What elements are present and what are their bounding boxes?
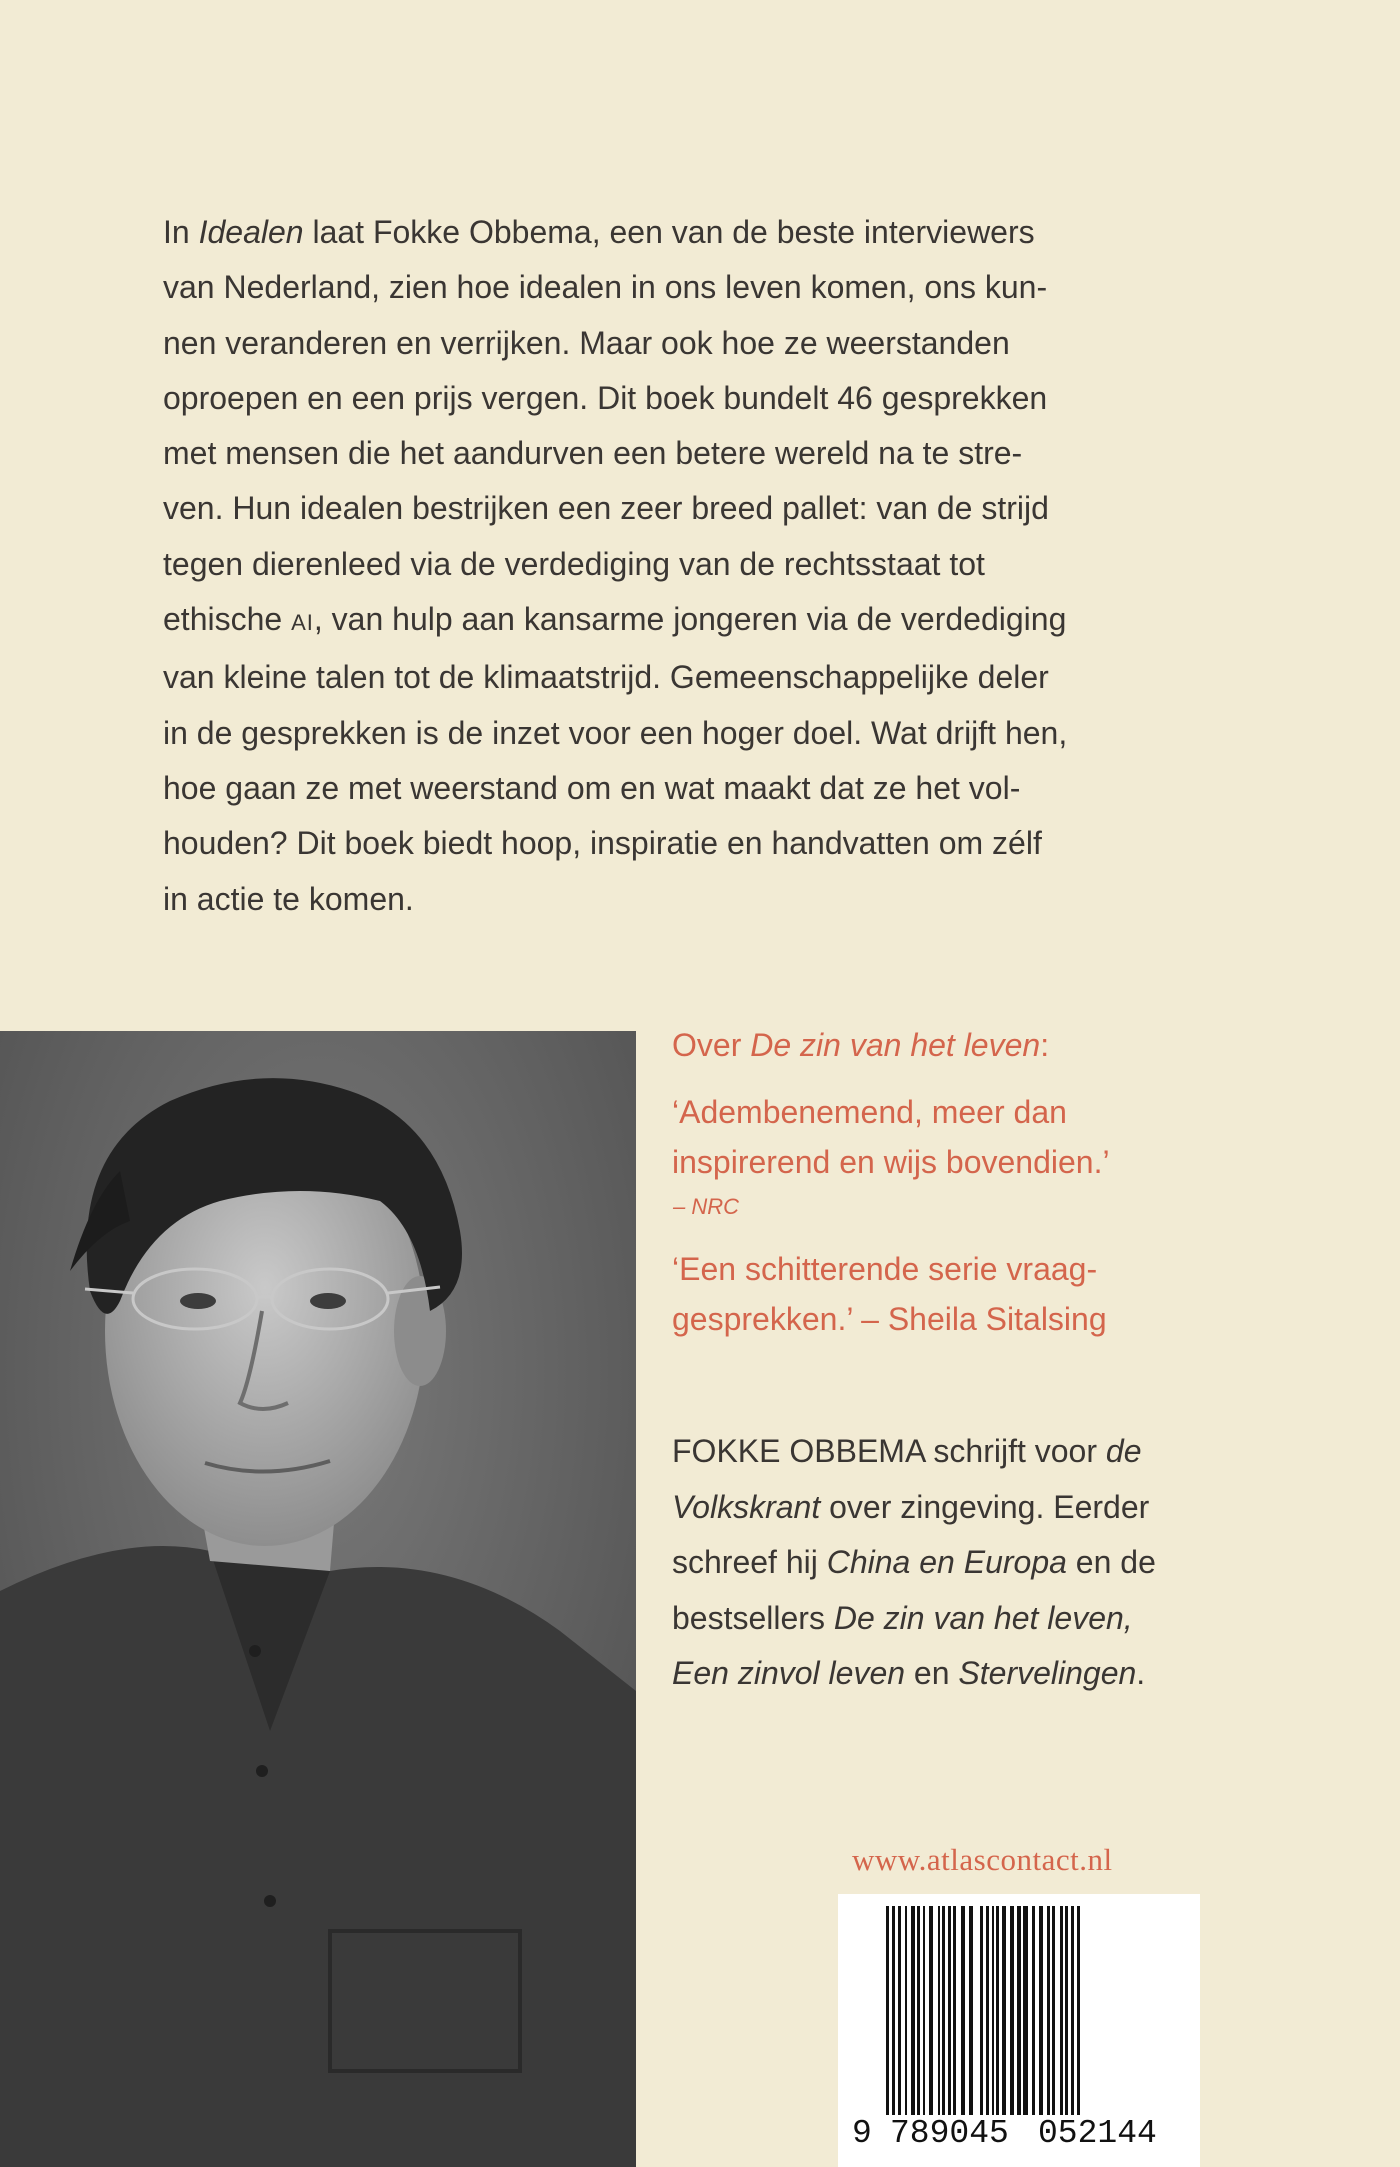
blurb-line: nen veranderen en verrijken. Maar ook hoe ze weerstanden bbox=[163, 324, 1010, 361]
blurb-line: houden? Dit boek biedt hoop, inspiratie en handvatten om zélf bbox=[163, 825, 1042, 862]
barcode-bar bbox=[1017, 1906, 1021, 2118]
barcode-bar bbox=[1065, 1906, 1068, 2118]
barcode-bar bbox=[1047, 1906, 1050, 2118]
barcode-bar bbox=[1039, 1906, 1043, 2118]
barcode-bar bbox=[953, 1906, 956, 2118]
bio-line: bestsellers De zin van het leven, bbox=[672, 1599, 1133, 1636]
barcode-bar bbox=[1010, 1906, 1014, 2118]
bio-line: Volkskrant over zingeving. Eerder bbox=[672, 1488, 1150, 1525]
barcode-bar bbox=[996, 1906, 999, 2118]
author-portrait-illustration bbox=[0, 1031, 636, 2167]
quotes-heading: Over De zin van het leven: bbox=[672, 1027, 1050, 1063]
bio-line: schreef hij China en Europa en de bbox=[672, 1544, 1156, 1580]
review-quotes bbox=[672, 1020, 1312, 1344]
barcode-bar bbox=[917, 1906, 920, 2118]
quote-line: gesprekken.’ – Sheila Sitalsing bbox=[672, 1301, 1107, 1337]
barcode-bar bbox=[905, 1906, 907, 2118]
isbn-barcode bbox=[838, 1894, 1200, 2167]
barcode-bar bbox=[992, 1906, 994, 2118]
blurb-line: van Nederland, zien hoe idealen in ons leven komen, ons kun- bbox=[163, 269, 1048, 306]
barcode-bar bbox=[898, 1906, 901, 2118]
barcode-bar bbox=[1032, 1906, 1035, 2118]
isbn-group-1: 789045 bbox=[890, 2115, 1009, 2152]
isbn-lead-digit: 9 bbox=[852, 2115, 872, 2152]
quote-line: inspirerend en wijs bovendien.’ bbox=[672, 1144, 1110, 1180]
barcode-bar bbox=[938, 1906, 940, 2118]
barcode-bar bbox=[1023, 1906, 1028, 2118]
author-bio bbox=[672, 1424, 1312, 1702]
blurb-line: van kleine talen tot de klimaatstrijd. Gemeenschappelijke deler bbox=[163, 659, 1049, 696]
barcode-bar bbox=[923, 1906, 925, 2118]
quote-line: ‘Een schitterende serie vraag- bbox=[672, 1251, 1098, 1287]
blurb-line: in de gesprekken is de inzet voor een hoger doel. Wat drijft hen, bbox=[163, 714, 1068, 751]
author-photo bbox=[0, 1031, 636, 2167]
barcode-bar bbox=[961, 1906, 965, 2118]
barcode-bar bbox=[929, 1906, 933, 2118]
barcode-bar bbox=[948, 1906, 951, 2118]
isbn-group-2: 052144 bbox=[1038, 2115, 1157, 2152]
barcode-bar bbox=[942, 1906, 945, 2118]
barcode-bar bbox=[911, 1906, 915, 2118]
barcode-bar bbox=[969, 1906, 973, 2118]
blurb-line: in actie te komen. bbox=[163, 880, 414, 917]
bio-line: FOKKE OBBEMA schrijft voor de bbox=[672, 1433, 1142, 1469]
barcode-bar bbox=[1002, 1906, 1006, 2118]
quote-source: – NRC bbox=[673, 1194, 740, 1219]
blurb-line: tegen dierenleed via de verdediging van de rechtsstaat tot bbox=[163, 545, 985, 582]
quote-line: ‘Adembenemend, meer dan bbox=[672, 1094, 1067, 1130]
blurb-line: In Idealen laat Fokke Obbema, een van de beste interviewers bbox=[163, 214, 1035, 250]
publisher-website[interactable]: www.atlascontact.nl bbox=[852, 1842, 1113, 1877]
blurb-line: oproepen en een prijs vergen. Dit boek bundelt 46 gesprekken bbox=[163, 379, 1048, 416]
blurb bbox=[163, 205, 1173, 927]
bio-line: Een zinvol leven en Stervelingen. bbox=[672, 1655, 1146, 1691]
barcode-bar bbox=[1060, 1906, 1063, 2118]
barcode-bar bbox=[1052, 1906, 1055, 2118]
isbn-number bbox=[838, 2115, 1200, 2155]
blurb-line: ethische AI, van hulp aan kansarme jongeren via de verdediging bbox=[163, 601, 1067, 638]
blurb-line: met mensen die het aandurven een betere wereld na te stre- bbox=[163, 435, 1023, 472]
blurb-line: hoe gaan ze met weerstand om en wat maakt dat ze het vol- bbox=[163, 769, 1021, 806]
blurb-line: ven. Hun idealen bestrijken een zeer breed pallet: van de strijd bbox=[163, 490, 1049, 527]
